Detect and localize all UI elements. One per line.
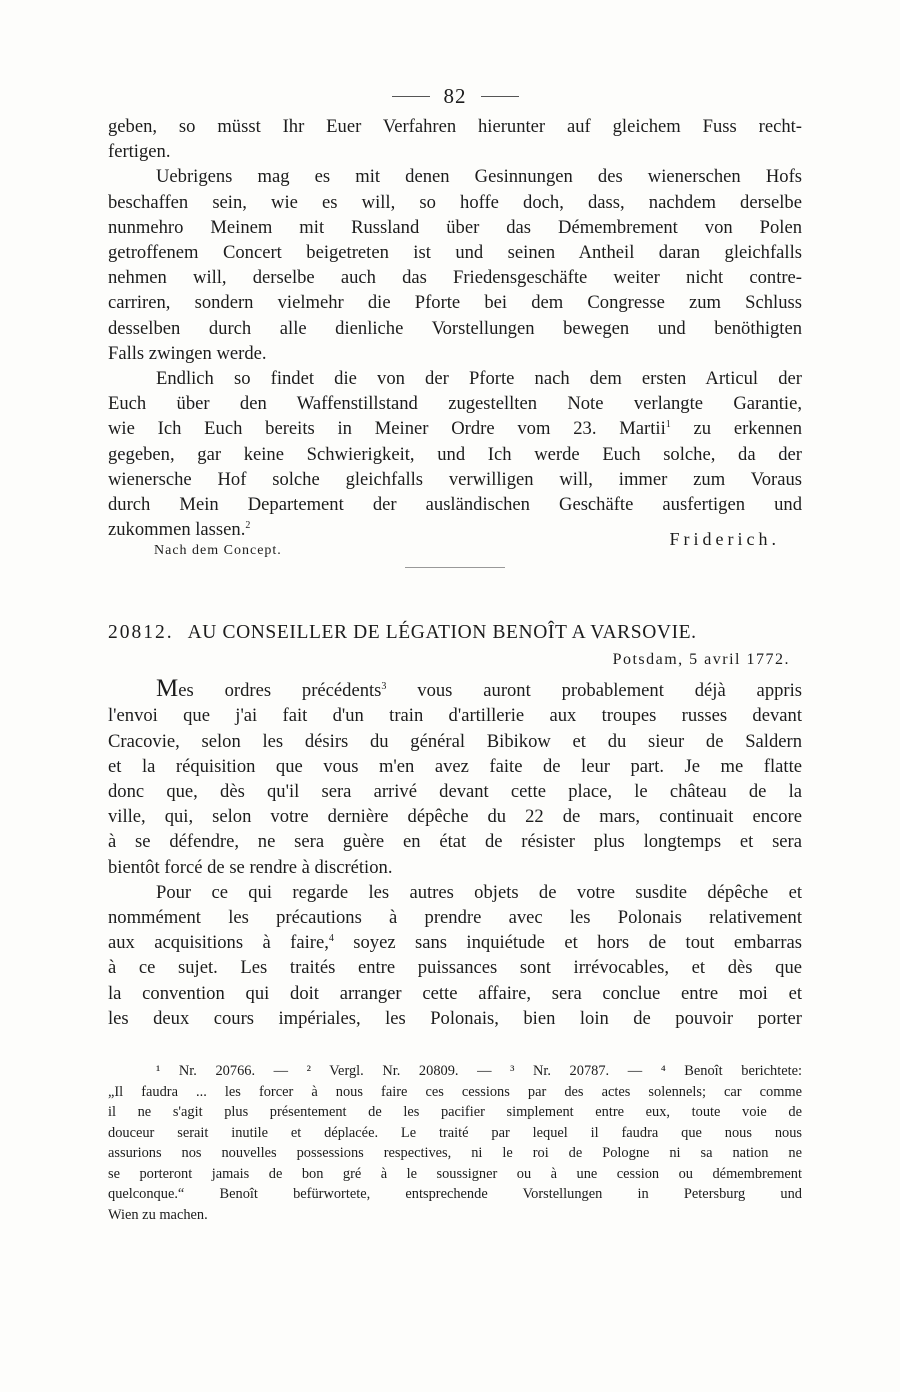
text-line: Endlich so findet die von der Pforte nach dem ersten Articul der bbox=[156, 368, 802, 390]
letter-1 bbox=[108, 114, 802, 568]
book-page bbox=[108, 82, 802, 1225]
drop-cap: M bbox=[156, 675, 179, 703]
text-line bbox=[108, 416, 802, 441]
letter-2 bbox=[108, 620, 802, 1031]
text-line: bientôt forcé de se rendre à discrétion. bbox=[108, 856, 393, 878]
text-line: fertigen. bbox=[108, 141, 171, 163]
footnote-line: il ne s'agit plus présentement de les pacifier simplement entre eux, toute voie de bbox=[108, 1104, 802, 1121]
text-line bbox=[108, 930, 802, 955]
text-line: à ce sujet. Les traités entre puissances sont irrévocables, et dès que bbox=[108, 957, 802, 979]
text-line: carriren, sondern vielmehr die Pforte bei dem Congresse zum Schluss bbox=[108, 292, 802, 314]
header-rule-right bbox=[481, 96, 519, 97]
text-line: durch Mein Departement der ausländischen Geschäfte ausfertigen und bbox=[108, 494, 802, 516]
text-line: Euch über den Waffenstillstand zugestellten Note verlangte Garantie, bbox=[108, 393, 802, 415]
document-heading bbox=[108, 620, 802, 646]
page-number: 82 bbox=[443, 83, 467, 108]
footnote-line: ¹ Nr. 20766. — ² Vergl. Nr. 20809. — ³ Nr. 20787. — ⁴ Benoît berichtete: bbox=[156, 1063, 802, 1080]
text-line: les deux cours impériales, les Polonais, bien loin de pouvoir porter bbox=[108, 1007, 802, 1029]
document-addressee: AU CONSEILLER DE LÉGATION BENOÎT A VARSOVIE. bbox=[187, 622, 697, 644]
footnote-line: quelconque.“ Benoît befürwortete, entsprechende Vorstellungen in Petersburg und bbox=[108, 1186, 802, 1203]
text-segment: zu erkennen bbox=[670, 418, 802, 440]
text-segment: aux acquisitions à faire, bbox=[108, 932, 329, 954]
text-line: gegeben, gar keine Schwierigkeit, und Ich werde Euch solche, da der bbox=[108, 443, 802, 465]
section-divider bbox=[405, 567, 505, 568]
text-line: Falls zwingen werde. bbox=[108, 342, 267, 364]
source-note: Nach dem Concept. bbox=[154, 543, 282, 559]
footnote-ref[interactable]: 1 bbox=[665, 419, 671, 431]
text-line: Cracovie, selon les désirs du général Bibikow et du sieur de Saldern bbox=[108, 730, 802, 752]
document-number: 20812. bbox=[108, 622, 174, 644]
text-line bbox=[108, 676, 802, 703]
text-line: nommément les précautions à prendre avec les Polonais relativement bbox=[108, 907, 802, 929]
text-line: Pour ce qui regarde les autres objets de votre susdite dépêche et bbox=[156, 881, 802, 903]
text-line bbox=[108, 517, 250, 542]
text-line: ville, qui, selon votre dernière dépêche du 22 de mars, continuait encore bbox=[108, 806, 802, 828]
text-segment: zukommen lassen. bbox=[108, 519, 246, 541]
signature: Friderich. bbox=[669, 529, 780, 550]
footnote-ref[interactable]: 4 bbox=[328, 933, 334, 945]
footnote-line: se porteront jamais de bon gré à le soussigner ou à une cession ou démembrement bbox=[108, 1165, 802, 1182]
text-line: nunmehro Meinem mit Russland über das Démembrement von Polen bbox=[108, 216, 802, 238]
text-line: geben, so müsst Ihr Euer Verfahren hierunter auf gleichem Fuss recht- bbox=[108, 116, 802, 137]
footnote-line: Wien zu machen. bbox=[108, 1206, 208, 1223]
footnote-line: assurions nos nouvelles possessions respectives, ni le roi de Pologne ni sa nation ne bbox=[108, 1145, 802, 1162]
text-line: Uebrigens mag es mit denen Gesinnungen des wienerschen Hofs bbox=[156, 166, 802, 188]
text-segment: soyez sans inquiétude et hors de tout embarras bbox=[333, 932, 803, 954]
text-line: desselben durch alle dienliche Vorstellungen bewegen und benöthigten bbox=[108, 317, 802, 339]
footnote-line: „Il faudra ... les forcer à nous faire ces cessions par des actes solennels; car comme bbox=[108, 1083, 802, 1100]
letter-closing bbox=[108, 517, 802, 561]
text-segment: es ordres précédents bbox=[178, 680, 382, 702]
text-line: wienersche Hof solche gleichfalls verwilligen will, immer zum Voraus bbox=[108, 468, 802, 490]
text-line: et la réquisition que vous m'en avez faite de leur part. Je me flatte bbox=[108, 755, 802, 777]
text-line: nehmen will, derselbe auch das Friedensgeschäfte weiter nicht contre- bbox=[108, 267, 802, 289]
text-line: donc que, dès qu'il sera arrivé devant cette place, le château de la bbox=[108, 781, 802, 803]
text-segment: vous auront probablement déjà appris bbox=[386, 680, 803, 702]
text-segment: wie Ich Euch bereits in Meiner Ordre vom 23. Martii bbox=[108, 418, 666, 440]
footnotes bbox=[108, 1061, 802, 1225]
footnote-line: douceur serait inutile et déplacée. Le traité par lequel il faudra que nous nous bbox=[108, 1124, 802, 1141]
text-line: beschaffen sein, wie es will, so hoffe doch, dass, nachdem derselbe bbox=[108, 191, 802, 213]
page-header bbox=[108, 82, 802, 110]
dateline: Potsdam, 5 avril 1772. bbox=[612, 651, 790, 669]
footnote-ref[interactable]: 3 bbox=[381, 681, 387, 693]
text-line: l'envoi que j'ai fait d'un train d'artillerie aux troupes russes devant bbox=[108, 705, 802, 727]
text-line: à se défendre, ne sera guère en état de résister plus longtemps et sera bbox=[108, 831, 802, 853]
text-line: la convention qui doit arranger cette affaire, sera conclue entre moi et bbox=[108, 982, 802, 1004]
footnote-ref[interactable]: 2 bbox=[245, 520, 251, 532]
header-rule-left bbox=[392, 96, 430, 97]
text-line: getroffenem Concert beigetreten ist und seinen Antheil daran gleichfalls bbox=[108, 242, 802, 264]
